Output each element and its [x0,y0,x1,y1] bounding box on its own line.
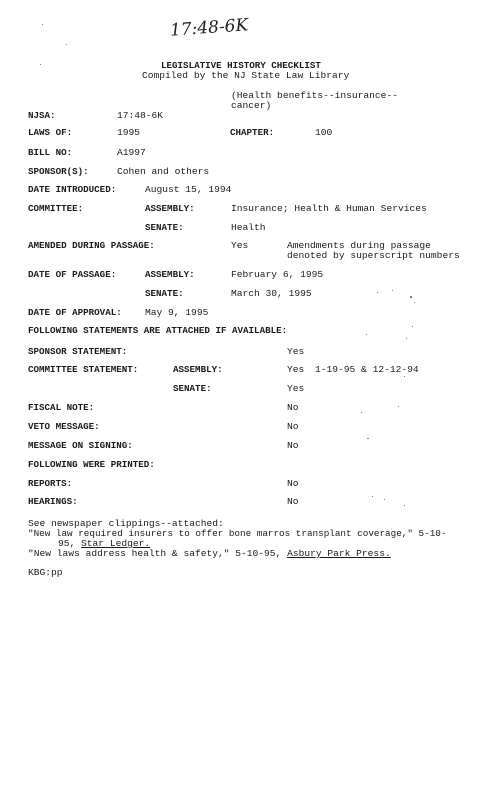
committee-statement-senate-label: SENATE: [173,383,212,394]
scan-speck [410,296,412,298]
clipping-1-date-suffix: 95, [58,538,82,549]
document-subtitle: Compiled by the NJ State Law Library [142,70,350,81]
committee-statement-senate-value: Yes [287,383,305,394]
clipping-2 [28,548,391,559]
following-printed-heading: FOLLOWING WERE PRINTED: [28,459,155,470]
scan-speck [404,376,405,377]
hearings-value: No [287,496,299,507]
committee-statement-assembly-value: Yes [287,364,305,375]
following-attached-heading: FOLLOWING STATEMENTS ARE ATTACHED IF AVAILABLE: [28,325,288,336]
hearings-label: HEARINGS: [28,496,78,507]
scan-speck [412,326,413,327]
clipping-2-title: "New laws address health & safety," 5-10-95, [28,548,288,559]
clippings-intro: See newspaper clippings--attached: [28,518,224,529]
committee-senate-label: SENATE: [145,222,184,233]
committee-label: COMMITTEE: [28,203,84,214]
amended-note-line-2: denoted by superscript numbers [287,250,460,261]
amended-label: AMENDED DURING PASSAGE: [28,240,155,251]
subject-line-1: (Health benefits--insurance-- [231,90,398,101]
chapter-value: 100 [315,127,333,138]
veto-message-label: VETO MESSAGE: [28,421,100,432]
fiscal-note-value: No [287,402,299,413]
clipping-1-line-1: "New law required insurers to offer bone marros transplant coverage," 5-10- [28,528,447,539]
amended-value: Yes [231,240,249,251]
date-of-approval-label: DATE OF APPROVAL: [28,307,122,318]
committee-statement-assembly-dates: 1-19-95 & 12-12-94 [315,364,419,375]
scan-speck [377,292,378,293]
bill-no-value: A1997 [117,147,146,158]
sponsors-label: SPONSOR(S): [28,166,89,177]
sponsors-value: Cohen and others [117,166,210,177]
committee-statement-assembly-label: ASSEMBLY: [173,364,223,375]
committee-statement-label: COMMITTEE STATEMENT: [28,364,139,375]
passage-senate-label: SENATE: [145,288,184,299]
scan-speck [398,406,399,407]
scan-speck [367,438,369,439]
passage-assembly-value: February 6, 1995 [231,269,324,280]
sponsor-statement-value: Yes [287,346,305,357]
clipping-1-source: Star Ledger. [81,538,151,549]
message-on-signing-label: MESSAGE ON SIGNING: [28,440,133,451]
date-of-approval-value: May 9, 1995 [145,307,209,318]
scan-speck [372,496,373,497]
message-on-signing-value: No [287,440,299,451]
veto-message-value: No [287,421,299,432]
scan-speck [414,302,415,303]
chapter-label: CHAPTER: [230,127,275,138]
scan-speck [406,338,407,339]
scan-speck [361,412,362,413]
subject-line-2: cancer) [231,100,272,111]
sponsor-statement-label: SPONSOR STATEMENT: [28,346,128,357]
date-introduced-value: August 15, 1994 [145,184,232,195]
scan-speck [384,499,385,500]
passage-assembly-label: ASSEMBLY: [145,269,195,280]
scan-speck [404,505,405,506]
committee-assembly-value: Insurance; Health & Human Services [231,203,427,214]
laws-of-label: LAWS OF: [28,127,73,138]
njsa-value: 17:48-6K [117,110,164,121]
committee-assembly-label: ASSEMBLY: [145,203,195,214]
reports-value: No [287,478,299,489]
scan-speck [40,64,41,65]
amended-note-line-1: Amendments during passage [287,240,431,251]
scan-speck [66,44,67,45]
date-introduced-label: DATE INTRODUCED: [28,184,117,195]
committee-senate-value: Health [231,222,266,233]
typist-initials: KBG:pp [28,567,63,578]
clipping-2-source: Asbury Park Press. [287,548,391,559]
scan-speck [42,24,43,25]
laws-of-value: 1995 [117,127,141,138]
passage-senate-value: March 30, 1995 [231,288,312,299]
date-of-passage-label: DATE OF PASSAGE: [28,269,117,280]
reports-label: REPORTS: [28,478,73,489]
njsa-label: NJSA: [28,110,56,121]
scan-speck [366,334,367,335]
bill-no-label: BILL NO: [28,147,73,158]
fiscal-note-label: FISCAL NOTE: [28,402,95,413]
scan-speck [392,290,393,291]
handwritten-note: 17:48-6K [169,15,249,41]
document-title: LEGISLATIVE HISTORY CHECKLIST [161,60,321,71]
